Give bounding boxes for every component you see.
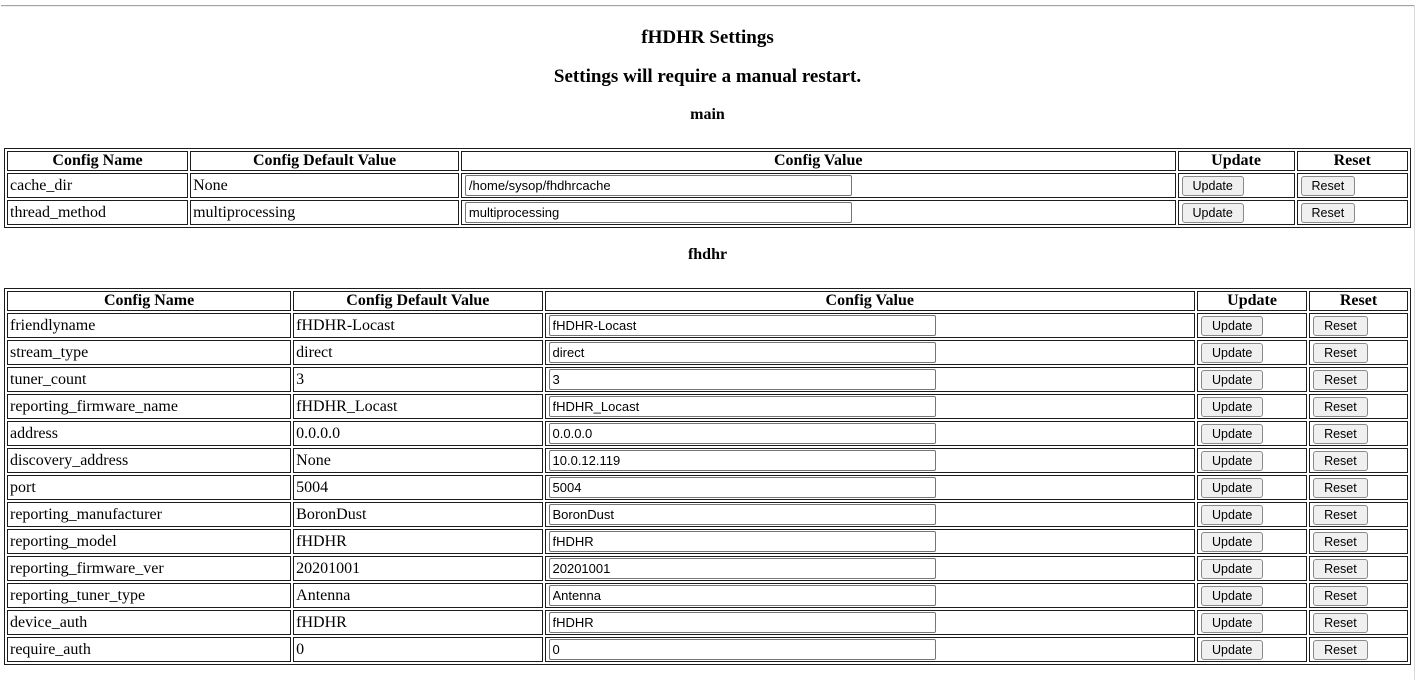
config-row	[7, 637, 1408, 662]
config-value-input[interactable]	[549, 450, 936, 471]
update-button[interactable]: Update	[1182, 203, 1244, 223]
column-header-reset: Reset	[1309, 291, 1408, 311]
config-default-cell: fHDHR_Locast	[293, 394, 542, 419]
config-row	[7, 448, 1408, 473]
restart-notice: Settings will require a manual restart.	[553, 66, 862, 87]
update-button[interactable]: Update	[1201, 586, 1263, 606]
config-value-input[interactable]	[549, 612, 936, 633]
config-default-cell: None	[190, 173, 459, 198]
update-cell	[1197, 421, 1307, 446]
section-heading-fhdhr: fhdhr	[687, 246, 728, 263]
config-value-input[interactable]	[549, 558, 936, 579]
update-cell	[1197, 610, 1307, 635]
config-row	[7, 340, 1408, 365]
config-value-input[interactable]	[549, 531, 936, 552]
config-name-cell: reporting_firmware_name	[7, 394, 291, 419]
config-row	[7, 421, 1408, 446]
config-value-cell	[461, 200, 1176, 225]
config-value-cell	[545, 637, 1196, 662]
update-button[interactable]: Update	[1201, 424, 1263, 444]
config-name-cell: require_auth	[7, 637, 291, 662]
reset-button[interactable]: Reset	[1313, 424, 1368, 444]
config-default-cell: Antenna	[293, 583, 542, 608]
update-cell	[1197, 448, 1307, 473]
column-header-config-value: Config Value	[461, 151, 1176, 171]
reset-cell	[1309, 637, 1408, 662]
config-value-input[interactable]	[549, 504, 936, 525]
config-value-input[interactable]	[465, 175, 852, 196]
config-row	[7, 529, 1408, 554]
reset-cell	[1309, 610, 1408, 635]
config-value-input[interactable]	[465, 202, 852, 223]
reset-cell	[1309, 502, 1408, 527]
config-default-cell: 3	[293, 367, 542, 392]
update-button[interactable]: Update	[1201, 532, 1263, 552]
reset-cell	[1309, 340, 1408, 365]
update-cell	[1197, 313, 1307, 338]
reset-button[interactable]: Reset	[1313, 397, 1368, 417]
config-value-cell	[545, 610, 1196, 635]
update-button[interactable]: Update	[1201, 478, 1263, 498]
config-name-cell: tuner_count	[7, 367, 291, 392]
update-cell	[1197, 583, 1307, 608]
update-cell	[1197, 394, 1307, 419]
config-row	[7, 173, 1408, 198]
config-value-cell	[545, 313, 1196, 338]
config-table-main	[4, 148, 1411, 228]
config-value-input[interactable]	[549, 423, 936, 444]
reset-cell	[1309, 421, 1408, 446]
column-header-config-value: Config Value	[545, 291, 1196, 311]
config-default-cell: 0.0.0.0	[293, 421, 542, 446]
reset-cell	[1309, 448, 1408, 473]
reset-cell	[1297, 200, 1408, 225]
update-button[interactable]: Update	[1201, 451, 1263, 471]
reset-cell	[1297, 173, 1408, 198]
config-value-cell	[545, 421, 1196, 446]
config-default-cell: 20201001	[293, 556, 542, 581]
reset-cell	[1309, 367, 1408, 392]
config-value-cell	[461, 173, 1176, 198]
reset-button[interactable]: Reset	[1313, 640, 1368, 660]
config-value-cell	[545, 529, 1196, 554]
update-button[interactable]: Update	[1201, 397, 1263, 417]
reset-button[interactable]: Reset	[1313, 343, 1368, 363]
config-row	[7, 367, 1408, 392]
config-value-input[interactable]	[549, 585, 936, 606]
config-name-cell: reporting_firmware_ver	[7, 556, 291, 581]
config-name-cell: reporting_tuner_type	[7, 583, 291, 608]
reset-button[interactable]: Reset	[1313, 505, 1368, 525]
config-default-cell: None	[293, 448, 542, 473]
config-value-input[interactable]	[549, 396, 936, 417]
config-default-cell: fHDHR	[293, 610, 542, 635]
config-default-cell: fHDHR-Locast	[293, 313, 542, 338]
config-name-cell: address	[7, 421, 291, 446]
config-name-cell: device_auth	[7, 610, 291, 635]
reset-button[interactable]: Reset	[1313, 370, 1368, 390]
config-row	[7, 502, 1408, 527]
config-value-cell	[545, 394, 1196, 419]
config-default-cell: 0	[293, 637, 542, 662]
column-header-reset: Reset	[1297, 151, 1408, 171]
config-default-cell: fHDHR	[293, 529, 542, 554]
page-title: fHDHR Settings	[641, 27, 774, 48]
config-name-cell: cache_dir	[7, 173, 188, 198]
config-row	[7, 200, 1408, 225]
config-value-cell	[545, 502, 1196, 527]
config-default-cell: multiprocessing	[190, 200, 459, 225]
column-header-default-value: Config Default Value	[293, 291, 542, 311]
reset-cell	[1309, 583, 1408, 608]
config-value-input[interactable]	[549, 639, 936, 660]
config-name-cell: reporting_manufacturer	[7, 502, 291, 527]
table-header-row	[7, 151, 1408, 171]
config-value-cell	[545, 367, 1196, 392]
reset-button[interactable]: Reset	[1313, 613, 1368, 633]
config-value-cell	[545, 340, 1196, 365]
reset-cell	[1309, 475, 1408, 500]
config-row	[7, 313, 1408, 338]
reset-cell	[1309, 556, 1408, 581]
update-button[interactable]: Update	[1201, 370, 1263, 390]
update-button[interactable]: Update	[1201, 505, 1263, 525]
config-default-cell: BoronDust	[293, 502, 542, 527]
config-value-input[interactable]	[549, 369, 936, 390]
config-value-input[interactable]	[549, 477, 936, 498]
config-name-cell: port	[7, 475, 291, 500]
column-header-config-name: Config Name	[7, 151, 188, 171]
reset-button[interactable]: Reset	[1313, 586, 1368, 606]
reset-button[interactable]: Reset	[1313, 451, 1368, 471]
reset-button[interactable]: Reset	[1313, 532, 1368, 552]
config-name-cell: stream_type	[7, 340, 291, 365]
config-default-cell: 5004	[293, 475, 542, 500]
update-cell	[1178, 200, 1295, 225]
config-value-cell	[545, 448, 1196, 473]
update-cell	[1197, 529, 1307, 554]
config-row	[7, 583, 1408, 608]
update-cell	[1197, 502, 1307, 527]
config-value-cell	[545, 583, 1196, 608]
config-value-cell	[545, 556, 1196, 581]
config-value-input[interactable]	[549, 315, 936, 336]
config-default-cell: direct	[293, 340, 542, 365]
column-header-update: Update	[1178, 151, 1295, 171]
reset-button[interactable]: Reset	[1301, 176, 1356, 196]
config-row	[7, 610, 1408, 635]
update-button[interactable]: Update	[1201, 640, 1263, 660]
reset-cell	[1309, 394, 1408, 419]
update-cell	[1197, 637, 1307, 662]
config-name-cell: thread_method	[7, 200, 188, 225]
config-value-input[interactable]	[549, 342, 936, 363]
update-cell	[1197, 340, 1307, 365]
section-heading-main: main	[690, 106, 725, 123]
update-cell	[1197, 367, 1307, 392]
reset-button[interactable]: Reset	[1313, 559, 1368, 579]
update-cell	[1197, 475, 1307, 500]
table-header-row	[7, 291, 1408, 311]
config-table-fhdhr	[4, 288, 1411, 665]
column-header-config-name: Config Name	[7, 291, 291, 311]
update-button[interactable]: Update	[1201, 316, 1263, 336]
reset-cell	[1309, 529, 1408, 554]
column-header-default-value: Config Default Value	[190, 151, 459, 171]
config-name-cell: discovery_address	[7, 448, 291, 473]
update-button[interactable]: Update	[1201, 343, 1263, 363]
viewport-right-edge	[1414, 5, 1415, 680]
update-button[interactable]: Update	[1201, 559, 1263, 579]
reset-button[interactable]: Reset	[1313, 478, 1368, 498]
update-button[interactable]: Update	[1182, 176, 1244, 196]
reset-cell	[1309, 313, 1408, 338]
config-row	[7, 556, 1408, 581]
top-horizontal-rule	[1, 5, 1415, 7]
config-value-cell	[545, 475, 1196, 500]
column-header-update: Update	[1197, 291, 1307, 311]
config-row	[7, 394, 1408, 419]
update-cell	[1197, 556, 1307, 581]
settings-page	[4, 27, 1411, 665]
config-name-cell: friendlyname	[7, 313, 291, 338]
config-name-cell: reporting_model	[7, 529, 291, 554]
config-row	[7, 475, 1408, 500]
update-cell	[1178, 173, 1295, 198]
reset-button[interactable]: Reset	[1313, 316, 1368, 336]
update-button[interactable]: Update	[1201, 613, 1263, 633]
reset-button[interactable]: Reset	[1301, 203, 1356, 223]
